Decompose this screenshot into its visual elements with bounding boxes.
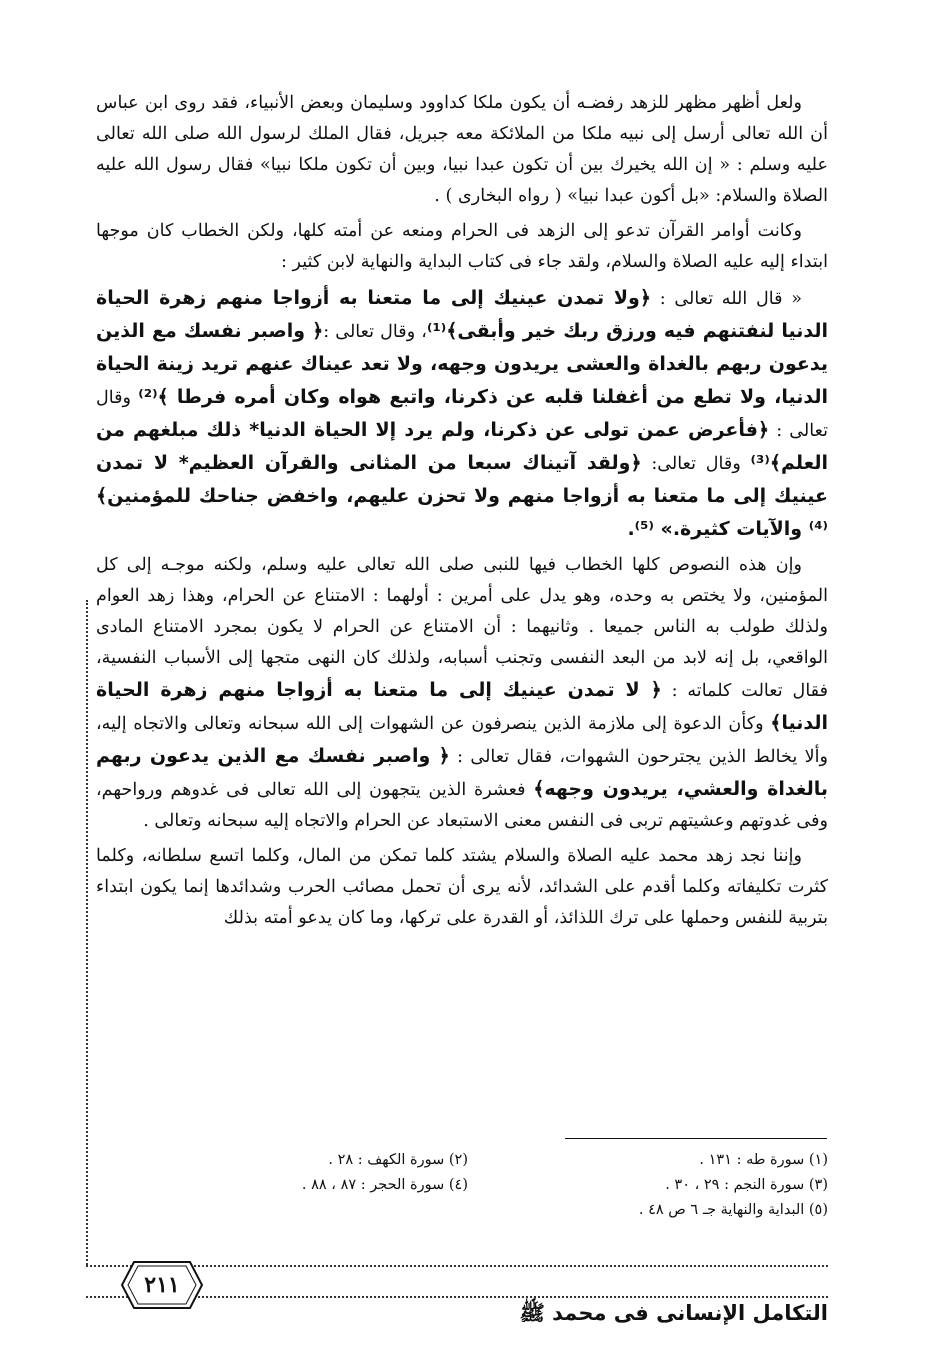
footnote-4: (٤) سورة الحجر : ٨٧ ، ٨٨ . xyxy=(301,1177,468,1193)
verse-kahf-repeat: ﴿ واصبر نفسك مع الذين يدعون ربهم بالغداة والعشي، يريدون وجهه﴾ xyxy=(96,745,828,800)
paragraph-2: وكانت أوامر القرآن تدعو إلى الزهد فى الحرام ومنعه عن أمته كلها، ولكن الخطاب كان موجها ابتداء إليه عليه الصلاة والسلام، ولقد جاء فى كتاب البداية والنهاية لابن كثير : xyxy=(96,221,828,272)
paragraph-4 xyxy=(96,550,828,837)
footnotes xyxy=(96,1148,828,1223)
quote-connector-2: وقال تعالى : xyxy=(96,388,828,441)
paragraph-1: ولعل أظهر مظهر للزهد رفضـه أن يكون ملكا كداوود وسليمان وبعض الأنبياء، فقد روى ابن عباس أن الله تعالى أرسل إلى نبيه ملكا من الملائكة معه جبريل، فقال الملك لرسول الله صلى الله تعالى عليه وسلم : « إن الله يخيرك بين أن تكون عبدا نبيا، وبين أن تكون ملكا نبيا» فقال رسول الله عليه الصلاة والسلام: «بل أكون عبدا نبيا» ( رواه البخارى ) . xyxy=(96,93,828,206)
paragraph-4-part-a: وإن هذه النصوص كلها الخطاب فيها للنبى صلى الله تعالى عليه وسلم، ولكنه موجـه إلى كل المؤمنين، ولا يختص به وحده، وهو يدل على أمرين : أولهما : الامتناع عن الحرام، وهذا زهد العوام ولذلك طولب به الناس جميعا . وثانيهما : أن الامتناع عن الحرام لا يكون بمجرد الامتناع المادى الواقعي، بل إنه لابد من البعد النفسى وتجنب أسبابه، ولذلك كان النهى متجها إلى الأسباب النفسية، فقال تعالت كلماته : xyxy=(96,555,828,701)
page-number: ٢١١ xyxy=(144,1272,180,1298)
quote-connector-3: وقال تعالى: xyxy=(641,454,751,474)
verse-kahf: ﴿ واصبر نفسك مع الذين يدعون ربهم بالغداة والعشى يريدون وجهه، ولا تعد عيناك عنهم تريد زينة الحياة الدنيا، ولا تطع من أغفلنا قلبه عن ذكرنا، واتبع هواه وكان أمره فرطا ﴾⁽²⁾ xyxy=(96,320,828,408)
paragraph-5: وإننا نجد زهد محمد عليه الصلاة والسلام يشتد كلما تمكن من المال، وكلما اتسع سلطانه، وكلما كثرت تكليفاته وكلما أقدم على الشدائد، لأنه يرى أن تحمل مصائب الحرب وشدائدها إنما يكون ابتداء بتربية للنفس وحملها على ترك اللذائذ، أو القدرة على تركها، وما كان يدعو أمته بذلك xyxy=(96,846,828,928)
verse-najm: ﴿فأعرض عمن تولى عن ذكرنا، ولم يرد إلا الحياة الدنيا* ذلك مبلغهم من العلم﴾⁽³⁾ xyxy=(96,419,828,474)
main-text xyxy=(96,88,828,938)
paragraph-4-part-c: فعشرة الذين يتجهون إلى الله تعالى فى غدوهم ورواحهم، وفى غدوتهم وعشيتهم تربى فى النفس معنى الاستبعاد عن الحرام والاتجاه إليه سبحانه وتعالى . xyxy=(96,780,828,831)
running-footer-title: التكامل الإنسانى فى محمد ﷺ xyxy=(519,1301,828,1325)
quote-connector-1: ، وقال تعالى : xyxy=(323,322,427,342)
verse-hijr: ﴿ولقد آتيناك سبعا من المثانى والقرآن العظيم* لا تمدن عينيك إلى ما متعنا به أزواجا منهم ولا تحزن عليهم، واخفض جناحك للمؤمنين﴾⁽⁴⁾ والآيات كثيرة.» ⁽⁵⁾. xyxy=(96,452,828,540)
footnote-5: (٥) البداية والنهاية جـ ٦ ص ٤٨ . xyxy=(638,1202,828,1218)
paragraph-3 xyxy=(96,282,828,546)
verse-taha-repeat: ﴿ لا تمدن عينيك إلى ما متعنا به أزواجا منهم زهرة الحياة الدنيا﴾ xyxy=(96,679,828,734)
paragraph-4-part-b: وكأن الدعوة إلى ملازمة الذين ينصرفون عن الشهوات إلى الله سبحانه وتعالى والاتجاه إليه، وألا يخالط الذين يجترحون الشهوات، فقال تعالى : xyxy=(96,714,829,767)
verse-taha: ﴿ولا تمدن عينيك إلى ما متعنا به أزواجا منهم زهرة الحياة الدنيا لنفتنهم فيه ورزق ربك خير وأبقى﴾⁽¹⁾ xyxy=(96,287,828,342)
footnote-3: (٣) سورة النجم : ٢٩ ، ٣٠ . xyxy=(665,1177,828,1193)
footnote-divider xyxy=(565,1138,827,1139)
quote-intro: « قال الله تعالى : xyxy=(651,289,802,309)
footnote-1: (١) سورة طه : ١٣١ . xyxy=(699,1152,828,1168)
footnote-2: (٢) سورة الكهف : ٢٨ . xyxy=(328,1152,468,1168)
decorative-frame-left xyxy=(86,600,88,1265)
